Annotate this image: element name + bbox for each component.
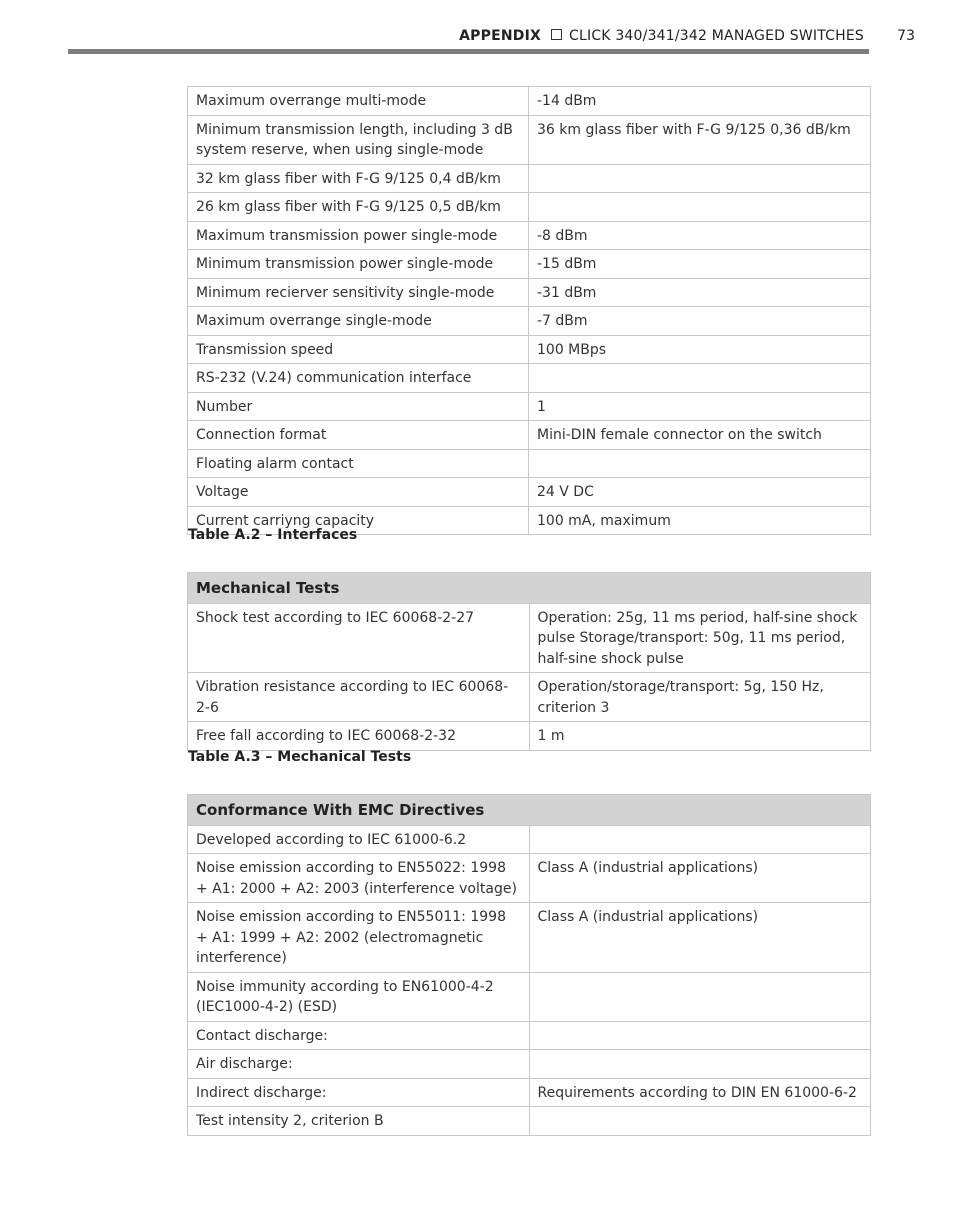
spec-value-cell: [529, 1050, 871, 1079]
spec-value-cell: [529, 972, 871, 1021]
spec-label-cell: Current carriyng capacity: [188, 506, 529, 535]
table-row: [188, 364, 871, 393]
interfaces-table-caption: Table A.2 – Interfaces: [188, 527, 358, 543]
table-row: [188, 903, 871, 973]
table-row: [188, 87, 871, 116]
running-title: [459, 28, 864, 44]
spec-label-cell: Free fall according to IEC 60068-2-32: [188, 722, 530, 751]
spec-label-cell: Transmission speed: [188, 335, 529, 364]
table-row: [188, 854, 871, 903]
page-header: [68, 22, 917, 54]
mechanical-tests-caption: Table A.3 – Mechanical Tests: [188, 749, 412, 765]
spec-label-cell: Test intensity 2, criterion B: [188, 1107, 530, 1136]
spec-value-cell: -15 dBm: [529, 250, 871, 279]
spec-label-cell: Air discharge:: [188, 1050, 530, 1079]
document-title: CLICK 340/341/342 MANAGED SWITCHES: [569, 28, 864, 44]
emc-conformance-table-body: [188, 825, 871, 1135]
mechanical-tests-heading: Mechanical Tests: [188, 573, 871, 604]
spec-value-cell: 1 m: [529, 722, 871, 751]
spec-label-cell: Developed according to IEC 61000-6.2: [188, 825, 530, 854]
spec-label-cell: Maximum transmission power single-mode: [188, 221, 529, 250]
spec-label-cell: Shock test according to IEC 60068-2-27: [188, 603, 530, 673]
table-row: [188, 825, 871, 854]
spec-label-cell: Minimum transmission power single-mode: [188, 250, 529, 279]
spec-value-cell: [529, 825, 871, 854]
table-row: [188, 164, 871, 193]
spec-label-cell: Maximum overrange single-mode: [188, 307, 529, 336]
spec-value-cell: [529, 364, 871, 393]
table-row: [188, 972, 871, 1021]
spec-value-cell: 1: [529, 392, 871, 421]
table-row: [188, 278, 871, 307]
table-row: [188, 421, 871, 450]
spec-value-cell: 24 V DC: [529, 478, 871, 507]
table-row: [188, 115, 871, 164]
spec-value-cell: Operation: 25g, 11 ms period, half-sine shock pulse Storage/transport: 50g, 11 ms period, half-sine shock pulse: [529, 603, 871, 673]
table-row: [188, 1107, 871, 1136]
spec-value-cell: -8 dBm: [529, 221, 871, 250]
page-number: 73: [897, 28, 915, 44]
spec-label-cell: Noise emission according to EN55011: 1998 + A1: 1999 + A2: 2002 (electromagnetic interference): [188, 903, 530, 973]
spec-value-cell: [529, 193, 871, 222]
table-row: [188, 250, 871, 279]
spec-value-cell: Operation/storage/transport: 5g, 150 Hz, criterion 3: [529, 673, 871, 722]
spec-label-cell: 26 km glass fiber with F-G 9/125 0,5 dB/km: [188, 193, 529, 222]
spec-label-cell: Minimum recierver sensitivity single-mode: [188, 278, 529, 307]
table-row: [188, 478, 871, 507]
emc-conformance-table: [187, 794, 871, 1136]
spec-value-cell: [529, 449, 871, 478]
spec-label-cell: Noise immunity according to EN61000-4-2 (IEC1000-4-2) (ESD): [188, 972, 530, 1021]
mechanical-tests-table-body: [188, 603, 871, 750]
mechanical-tests-table: [187, 572, 871, 751]
spec-value-cell: Mini-DIN female connector on the switch: [529, 421, 871, 450]
table-row: [188, 1021, 871, 1050]
table-row: [188, 307, 871, 336]
spec-value-cell: -14 dBm: [529, 87, 871, 116]
spec-value-cell: -31 dBm: [529, 278, 871, 307]
spec-label-cell: Number: [188, 392, 529, 421]
spec-label-cell: Connection format: [188, 421, 529, 450]
table-heading-row: [188, 573, 871, 604]
spec-value-cell: [529, 164, 871, 193]
header-rule: [68, 49, 869, 54]
emc-conformance-heading: Conformance With EMC Directives: [188, 795, 871, 826]
spec-label-cell: Floating alarm contact: [188, 449, 529, 478]
spec-label-cell: RS-232 (V.24) communication interface: [188, 364, 529, 393]
spec-label-cell: Minimum transmission length, including 3 dB system reserve, when using single-mode: [188, 115, 529, 164]
spec-label-cell: Contact discharge:: [188, 1021, 530, 1050]
interfaces-table-body: [188, 87, 871, 535]
table-row: [188, 1050, 871, 1079]
spec-value-cell: Requirements according to DIN EN 61000-6-2: [529, 1078, 871, 1107]
section-label: APPENDIX: [459, 28, 542, 44]
spec-value-cell: -7 dBm: [529, 307, 871, 336]
table-row: [188, 193, 871, 222]
spec-label-cell: 32 km glass fiber with F-G 9/125 0,4 dB/km: [188, 164, 529, 193]
table-row: [188, 221, 871, 250]
table-heading-row: [188, 795, 871, 826]
table-row: [188, 335, 871, 364]
table-row: [188, 1078, 871, 1107]
spec-value-cell: 100 mA, maximum: [529, 506, 871, 535]
spec-label-cell: Indirect discharge:: [188, 1078, 530, 1107]
spec-label-cell: Vibration resistance according to IEC 60068-2-6: [188, 673, 530, 722]
spec-label-cell: Voltage: [188, 478, 529, 507]
spec-value-cell: 36 km glass fiber with F-G 9/125 0,36 dB/km: [529, 115, 871, 164]
separator-square-icon: [551, 29, 562, 40]
spec-label-cell: Noise emission according to EN55022: 1998 + A1: 2000 + A2: 2003 (interference voltage): [188, 854, 530, 903]
spec-value-cell: [529, 1107, 871, 1136]
spec-value-cell: Class A (industrial applications): [529, 903, 871, 973]
table-row: [188, 603, 871, 673]
interfaces-table: [187, 86, 871, 535]
table-row: [188, 722, 871, 751]
spec-value-cell: [529, 1021, 871, 1050]
spec-value-cell: Class A (industrial applications): [529, 854, 871, 903]
table-row: [188, 392, 871, 421]
table-row: [188, 673, 871, 722]
spec-label-cell: Maximum overrange multi-mode: [188, 87, 529, 116]
spec-value-cell: 100 MBps: [529, 335, 871, 364]
table-row: [188, 449, 871, 478]
